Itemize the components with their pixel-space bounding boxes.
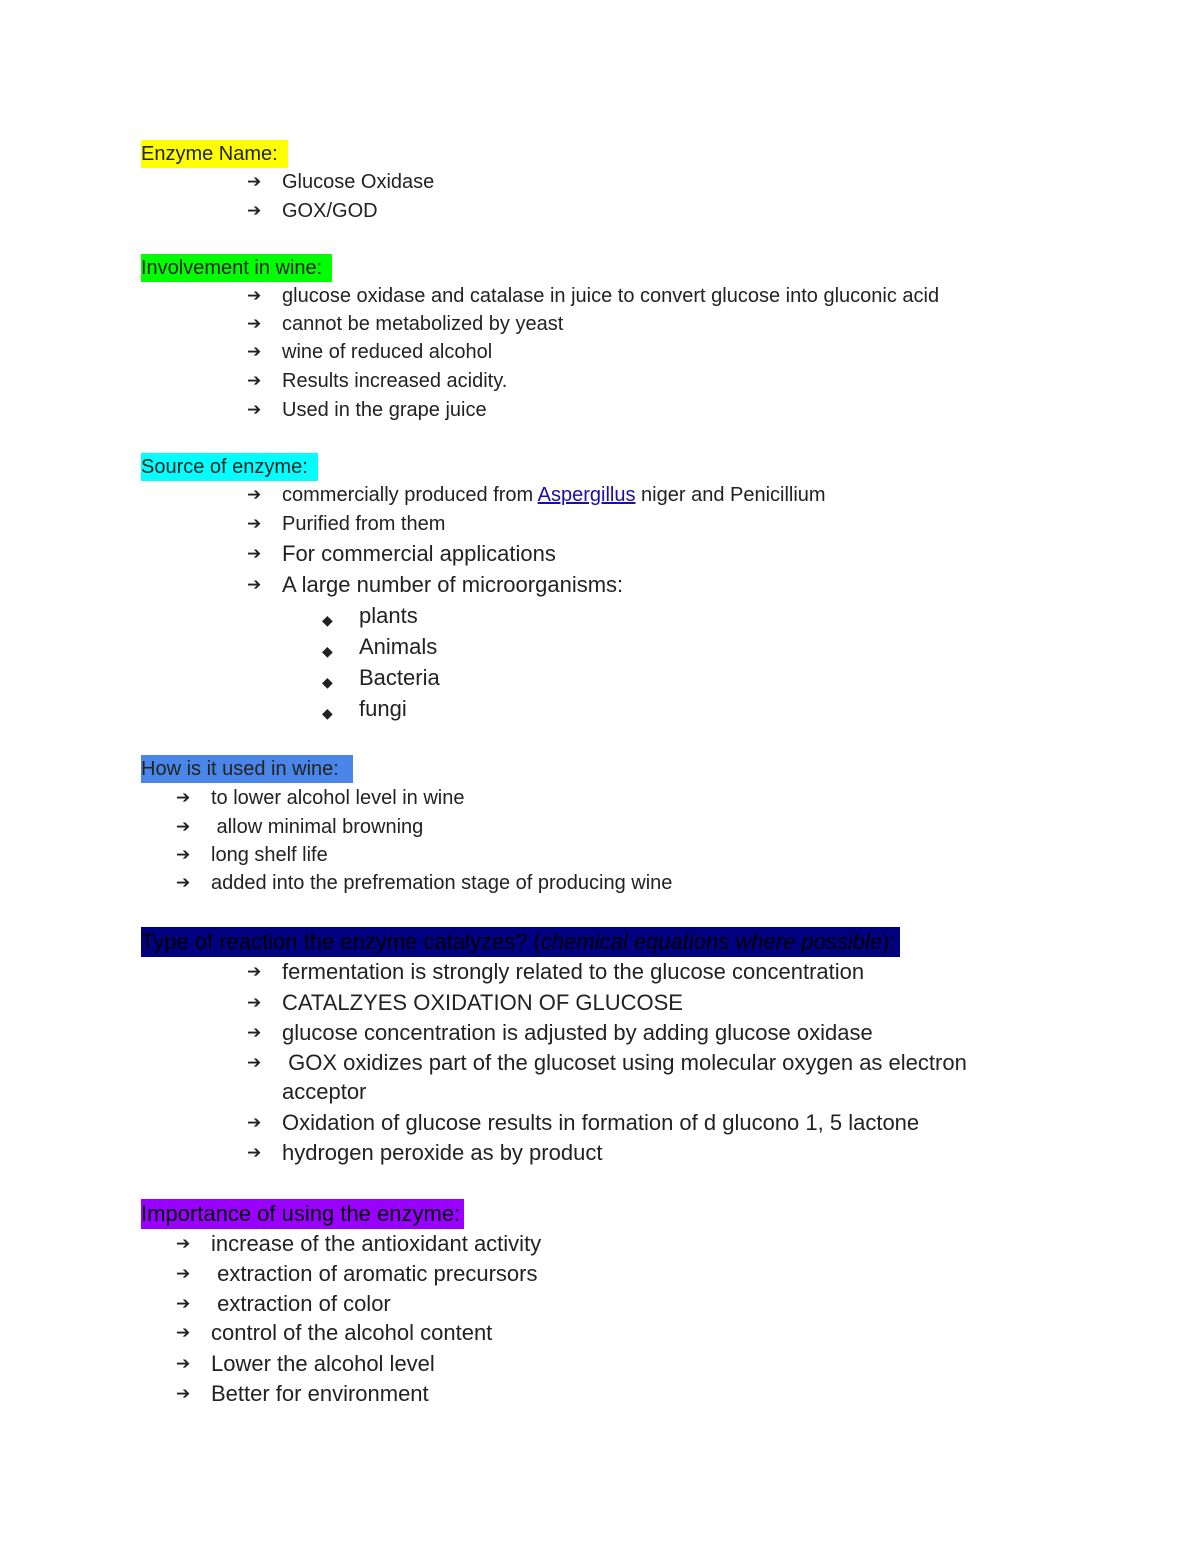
arrow-icon: ➔ — [247, 993, 262, 1012]
diamond-bullet-icon: ◆ — [322, 674, 333, 690]
list-item-text: GOX oxidizes part of the glucoset using molecular oxygen as electron — [282, 1050, 967, 1075]
heading-involvement: Involvement in wine: — [141, 254, 332, 282]
arrow-icon: ➔ — [176, 817, 191, 836]
text-segment: niger and Penicillium — [635, 484, 826, 506]
list-item-text: wine of reduced alcohol — [282, 341, 493, 363]
sub-list-item-text: Bacteria — [359, 665, 440, 690]
heading-reaction — [141, 927, 900, 957]
list-item-text: long shelf life — [211, 844, 328, 866]
sub-list-item-text: plants — [359, 603, 418, 628]
arrow-icon: ➔ — [247, 544, 262, 563]
arrow-icon: ➔ — [247, 1143, 262, 1162]
list-item-text: hydrogen peroxide as by product — [282, 1140, 603, 1165]
list-item-text: cannot be metabolized by yeast — [282, 313, 564, 335]
list-item-text: Better for environment — [211, 1381, 429, 1406]
list-item-text: control of the alcohol content — [211, 1320, 493, 1345]
sub-list-item-text: Animals — [359, 634, 438, 659]
list-item-text: Lower the alcohol level — [211, 1351, 435, 1376]
arrow-icon: ➔ — [176, 788, 191, 807]
list-item-text: added into the prefremation stage of producing wine — [211, 872, 673, 894]
arrow-icon: ➔ — [247, 201, 262, 220]
arrow-icon: ➔ — [247, 172, 262, 191]
arrow-icon: ➔ — [247, 514, 262, 533]
list-item-text: allow minimal browning — [211, 816, 424, 838]
sub-list-item-text: fungi — [359, 696, 407, 721]
arrow-icon: ➔ — [176, 1384, 191, 1403]
arrow-icon: ➔ — [247, 485, 262, 504]
list-item-text: CATALZYES OXIDATION OF GLUCOSE — [282, 990, 683, 1015]
text-segment: commercially produced from — [282, 484, 538, 506]
arrow-icon: ➔ — [176, 845, 191, 864]
list-item-text: acceptor — [282, 1079, 367, 1104]
arrow-icon: ➔ — [247, 1023, 262, 1042]
list-item-text: Results increased acidity. — [282, 370, 508, 392]
arrow-icon: ➔ — [247, 314, 262, 333]
heading-importance: Importance of using the enzyme: — [141, 1199, 464, 1229]
list-item-text: glucose concentration is adjusted by adding glucose oxidase — [282, 1020, 873, 1045]
heading-italic-text: chemical equations where possible — [540, 929, 883, 954]
arrow-icon: ➔ — [176, 1264, 191, 1283]
list-item-text: A large number of microorganisms: — [282, 572, 624, 597]
arrow-icon: ➔ — [247, 342, 262, 361]
arrow-icon: ➔ — [176, 1323, 191, 1342]
heading-text: Type of reaction the enzyme catalyzes? ( — [141, 929, 541, 954]
list-item-text: For commercial applications — [282, 541, 556, 566]
heading-enzyme-name: Enzyme Name: — [141, 140, 288, 168]
arrow-icon: ➔ — [247, 962, 262, 981]
list-item-text: increase of the antioxidant activity — [211, 1231, 542, 1256]
arrow-icon: ➔ — [247, 1053, 262, 1072]
heading-usage: How is it used in wine: — [141, 755, 353, 783]
arrow-icon: ➔ — [247, 286, 262, 305]
heading-text: ): — [882, 929, 896, 954]
arrow-icon: ➔ — [176, 1294, 191, 1313]
list-item-text — [282, 481, 826, 509]
list-item-text: Purified from them — [282, 513, 446, 535]
list-item-text: Oxidation of glucose results in formation of d glucono 1, 5 lactone — [282, 1110, 920, 1135]
list-item-text: glucose oxidase and catalase in juice to convert glucose into gluconic acid — [282, 285, 940, 307]
list-item-text: to lower alcohol level in wine — [211, 787, 465, 809]
arrow-icon: ➔ — [176, 873, 191, 892]
diamond-bullet-icon: ◆ — [322, 705, 333, 721]
list-item-text: extraction of color — [211, 1291, 391, 1316]
list-item-text: Glucose Oxidase — [282, 171, 435, 193]
diamond-bullet-icon: ◆ — [322, 612, 333, 628]
diamond-bullet-icon: ◆ — [322, 643, 333, 659]
arrow-icon: ➔ — [176, 1234, 191, 1253]
list-item-text: GOX/GOD — [282, 200, 378, 222]
list-item-text: Used in the grape juice — [282, 399, 487, 421]
heading-source: Source of enzyme: — [141, 453, 318, 481]
arrow-icon: ➔ — [247, 371, 262, 390]
arrow-icon: ➔ — [247, 575, 262, 594]
list-item-text: fermentation is strongly related to the glucose concentration — [282, 959, 865, 984]
arrow-icon: ➔ — [176, 1354, 191, 1373]
arrow-icon: ➔ — [247, 400, 262, 419]
aspergillus-link[interactable]: Aspergillus — [537, 484, 636, 506]
arrow-icon: ➔ — [247, 1113, 262, 1132]
list-item-text: extraction of aromatic precursors — [211, 1261, 538, 1286]
